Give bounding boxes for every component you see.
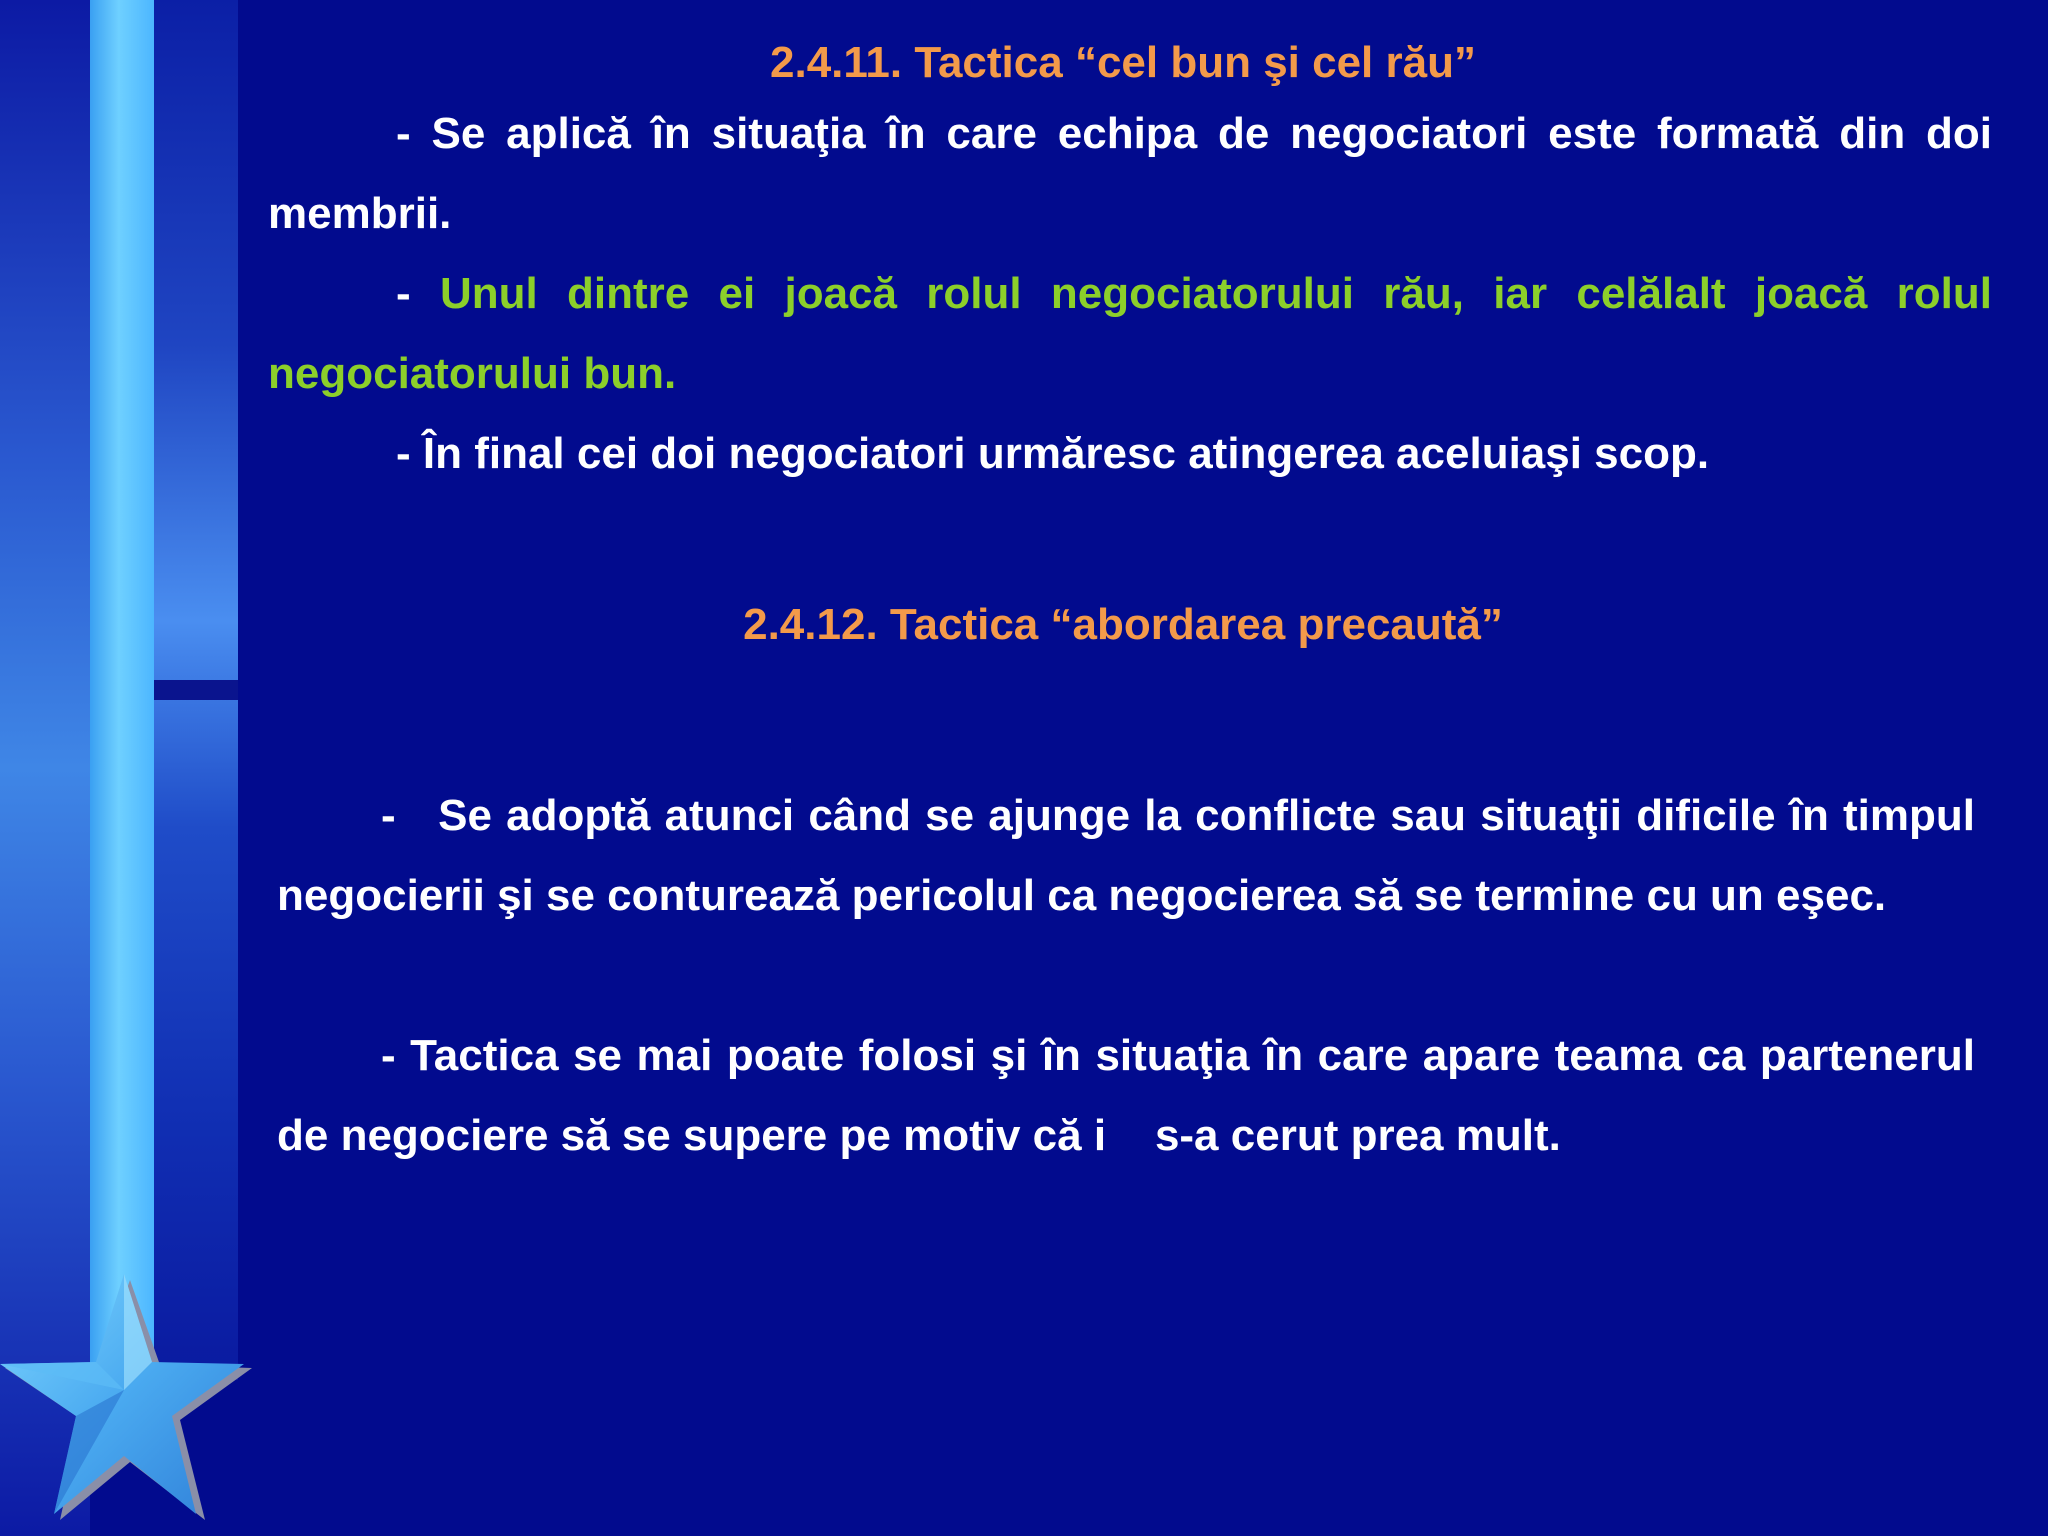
star-icon — [0, 1270, 260, 1536]
section1-paragraph-3: - În final cei doi negociatori urmăresc atingerea aceluiaşi scop. — [396, 429, 1710, 478]
section1-heading: 2.4.11. Tactica “cel bun şi cel rău” — [770, 38, 1476, 87]
decorative-bar-light — [90, 0, 154, 1400]
section2-heading: 2.4.12. Tactica “abordarea precaută” — [743, 600, 1503, 649]
section1-paragraph-1: - Se aplică în situaţia în care echipa de negociatori este formată din doi membrii. — [268, 109, 1992, 238]
section1-paragraph-2-dash: - — [396, 269, 440, 318]
section2-paragraph-1: - Se adoptă atunci când se ajunge la conflicte sau situaţii dificile în timpul negocierii şi se conturează pericolul ca negocierea să se termine cu un eşec. — [277, 791, 1988, 920]
section2-paragraph-2: - Tactica se mai poate folosi şi în situaţia în care apare teama ca partenerul de negociere să se supere pe motiv că i s-a cerut prea mult. — [277, 1031, 1988, 1160]
section1-paragraph-2 — [268, 254, 1992, 414]
section1-paragraph-2-highlight: Unul dintre ei joacă rolul negociatorului rău, iar celălalt joacă rolul negociatorului bun. — [268, 269, 1992, 398]
decorative-bar-band — [154, 680, 238, 700]
